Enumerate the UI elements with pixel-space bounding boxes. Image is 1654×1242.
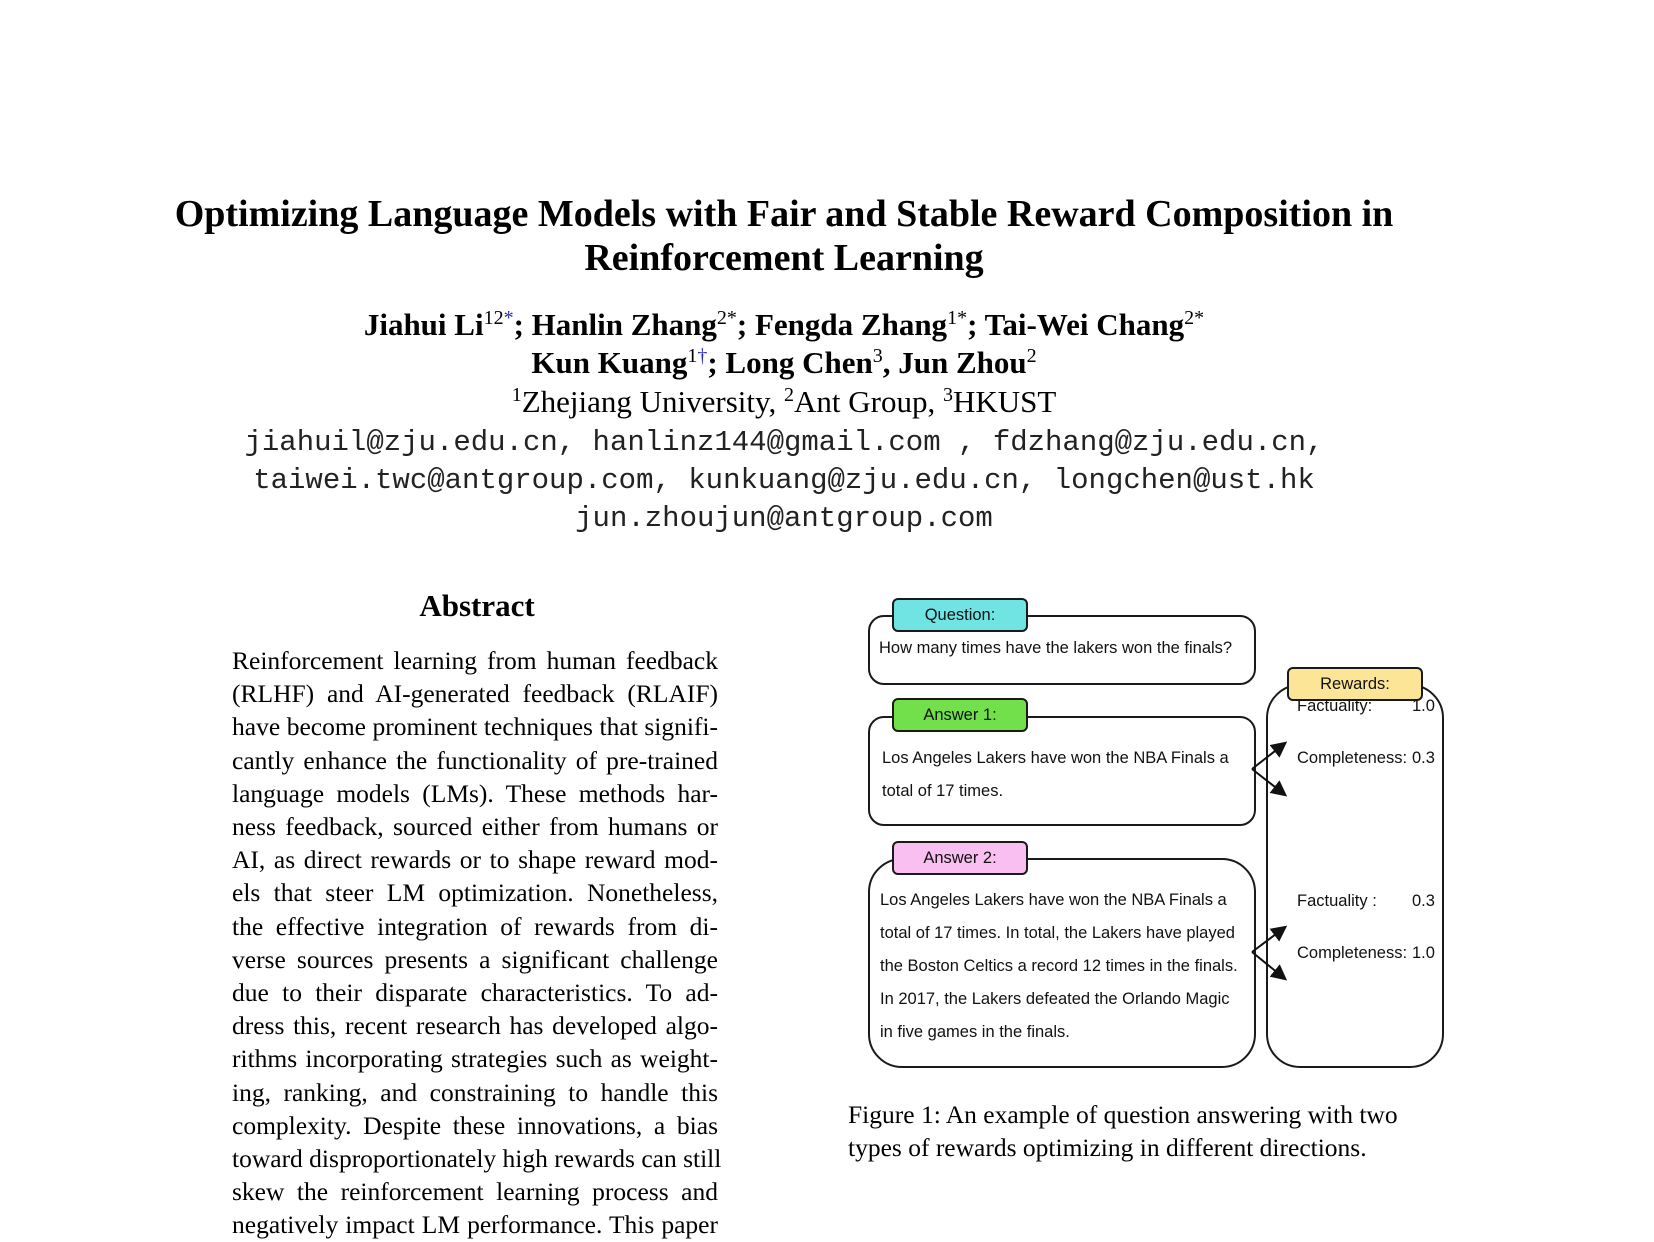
abstract-line: els that steer LM optimization. Nonetheless, <box>232 878 718 908</box>
answer-1-line: Los Angeles Lakers have won the NBA Finals a <box>882 749 1229 767</box>
abstract-heading: Abstract <box>419 588 535 623</box>
affiliations: $^1$Zhejiang University, $^2$Ant Group, $^3$HKUST <box>511 384 1057 419</box>
answer-2-tag: Answer 2: <box>892 841 1028 875</box>
reward-completeness-value: 0.3 <box>1412 749 1435 767</box>
abstract-line: negatively impact LM performance. This paper <box>232 1210 718 1240</box>
reward-completeness-value: 1.0 <box>1412 944 1435 962</box>
answer-2-line: Los Angeles Lakers have won the NBA Finals a <box>880 891 1227 909</box>
author-affil-sup: 1† <box>687 345 708 367</box>
abstract-line: have become prominent techniques that signifi- <box>232 712 718 742</box>
author-affil-sup: 2 <box>1026 345 1037 367</box>
emails-line-3: jun.zhoujun@antgroup.com <box>575 502 993 535</box>
author-name: Kun Kuang <box>531 345 688 380</box>
figure-caption <box>848 1098 1458 1164</box>
author-emails <box>0 424 1568 538</box>
abstract-line: language models (LMs). These methods har- <box>232 778 718 808</box>
author-name: Jun Zhou <box>898 345 1027 380</box>
reward-factuality-label: Factuality: <box>1297 697 1373 715</box>
authors-line-2: Kun Kuang$^{1\dagger}$; Long Chen$^3$, Jun Zhou$^2$ <box>531 345 1037 380</box>
author-name: Jiahui Li <box>363 307 484 342</box>
abstract-line: verse sources presents a significant challenge <box>232 944 718 974</box>
abstract-body <box>232 644 722 1242</box>
abstract-line: toward disproportionately high rewards can still <box>232 1144 722 1174</box>
reward-factuality-label: Factuality : <box>1297 892 1377 910</box>
title-line-2: Reinforcement Learning <box>584 237 984 279</box>
abstract-line: the effective integration of rewards from di- <box>232 911 718 941</box>
author-name: Hanlin Zhang <box>531 307 717 342</box>
abstract-line: skew the reinforcement learning process and <box>232 1177 718 1207</box>
question-text: How many times have the lakers won the finals? <box>879 639 1233 657</box>
answer-2-line: total of 17 times. In total, the Lakers have played <box>880 924 1235 942</box>
caption-line-2: types of rewards optimizing in different directions. <box>848 1133 1367 1162</box>
authors-line-1: Jiahui $Li^{12*}$; Hanlin Zhang$^{2*}$; Fengda Zhang$^{1*}$; Tai-Wei Chang$^{2*}$ <box>363 307 1205 342</box>
author-affil-sup: 2* <box>1184 307 1205 329</box>
rewards-box <box>1266 684 1444 1068</box>
question-tag: Question: <box>892 598 1028 632</box>
affiliation-name: Zhejiang University <box>521 384 769 419</box>
affiliation-name: HKUST <box>952 384 1057 419</box>
author-name: Long Chen <box>725 345 873 380</box>
author-affil-sup: 2* <box>716 307 737 329</box>
abstract-line: complexity. Despite these innovations, a bias <box>232 1110 718 1140</box>
author-affil-sup: 12* <box>483 307 514 329</box>
answer-2-line: In 2017, the Lakers defeated the Orlando Magic <box>880 990 1230 1008</box>
abstract-line: cantly enhance the functionality of pre-trained <box>232 745 718 775</box>
abstract-line: Reinforcement learning from human feedback <box>232 646 718 675</box>
answer-1-box <box>868 716 1256 826</box>
caption-line-1: Figure 1: An example of question answering with two <box>848 1100 1398 1129</box>
abstract-line: ing, ranking, and constraining to handle this <box>232 1077 718 1107</box>
author-name: Tai-Wei Chang <box>984 307 1185 342</box>
affiliation-name: Ant Group <box>793 384 928 419</box>
answer-1-line: total of 17 times. <box>882 782 1004 800</box>
answer-2-box <box>868 858 1256 1068</box>
abstract-line: due to their disparate characteristics. To ad- <box>232 978 718 1008</box>
answer-1-tag: Answer 1: <box>892 698 1028 732</box>
abstract-line: rithms incorporating strategies such as weight- <box>232 1044 718 1074</box>
abstract-line: (RLHF) and AI-generated feedback (RLAIF) <box>232 679 718 709</box>
abstract-line: ness feedback, sourced either from humans or <box>232 812 718 842</box>
abstract-line: AI, as direct rewards or to shape reward mod- <box>232 845 718 875</box>
reward-completeness-label: Completeness: <box>1297 749 1408 767</box>
reward-factuality-value: 1.0 <box>1412 697 1435 715</box>
emails-line-1: jiahuil@zju.edu.cn, hanlinz144@gmail.com , fdzhang@zju.edu.cn, <box>244 426 1324 459</box>
abstract-line: dress this, recent research has developed algo- <box>232 1011 718 1041</box>
reward-completeness-label: Completeness: <box>1297 944 1408 962</box>
title-line-1: Optimizing Language Models with Fair and Stable Reward Composition in <box>174 193 1394 235</box>
rewards-tag: Rewards: <box>1287 667 1423 701</box>
reward-factuality-value: 0.3 <box>1412 892 1435 910</box>
author-affil-sup: 1* <box>947 307 968 329</box>
answer-2-line: in five games in the finals. <box>880 1023 1070 1041</box>
answer-2-line: the Boston Celtics a record 12 times in the finals. <box>880 957 1238 975</box>
paper-title <box>0 192 1568 280</box>
emails-line-2: taiwei.twc@antgroup.com, kunkuang@zju.edu.cn, longchen@ust.hk <box>253 464 1315 497</box>
author-list <box>0 306 1568 382</box>
author-name: Fengda Zhang <box>754 307 948 342</box>
figure-1 <box>800 570 1435 1041</box>
author-affil-sup: 3 <box>872 345 883 367</box>
